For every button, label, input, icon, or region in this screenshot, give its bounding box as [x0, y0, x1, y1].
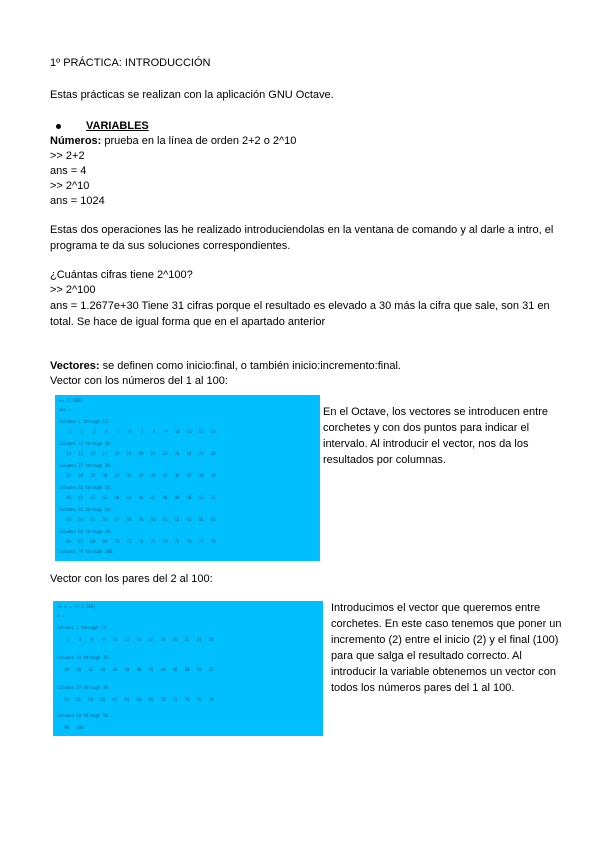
question-answer: ans = 1.2677e+30 Tiene 31 cifras porque el resultado es elevado a 30 más la cifra que sale, son 31 en total. Se hace de igual forma que en el apartado anterior — [50, 300, 550, 328]
explanation-paragraph: Estas dos operaciones las he realizado introduciendolas en la ventana de comando y al darle a intro, el programa te da sus soluciones correspondientes. — [50, 224, 554, 252]
section-heading-variables: VARIABLES — [86, 120, 149, 132]
numeros-text: prueba en la línea de orden 2+2 o 2^10 — [101, 135, 297, 147]
vectores-line — [50, 359, 401, 374]
octave-screenshot-1: >> [1:100] ans = Columns 1 through 13: 1 2 3 4 5 6 7 8 9 10 11 12 13 Columns 14 through 26: 14 15 16 17 18 19 20 21 22 23 24 25 26 Columns 27 through 39: 27 28 29 30 31 32 33 34 35 36 37 38 39 Columns 40 through 52: 40 41 42 43 44 45 46 47 48 49 50 51 52 Columns 53 through 65: 53 54 55 56 57 58 59 60 61 62 63 64 65 Columns 66 through 78: 66 67 68 69 70 71 72 73 74 75 76 77 78 Columns 79 through 100: — [55, 395, 320, 561]
code-line: ans = 1024 — [50, 195, 105, 207]
bullet-icon — [56, 124, 61, 129]
vector-description-2: Introducimos el vector que queremos entre corchetes. En este caso tenemos que poner un incremento (2) entre el inicio (2) y el final (100) para que salga el resultado correcto. Al introducir la variable obtenemos un vector con todos los números pares del 1 al 100. — [331, 602, 562, 694]
vector-description-1: En el Octave, los vectores se introducen entre corchetes y con dos puntos para indicar el intervalo. Al introducir el vector, nos da los resultados por columnas. — [323, 406, 549, 466]
page-title: 1º PRÁCTICA: INTRODUCCIÓN — [50, 57, 211, 69]
numeros-line — [50, 134, 296, 149]
question-command: >> 2^100 — [50, 284, 96, 296]
vectores-text: se definen como inicio:final, o también inicio:incremento:final. — [99, 360, 401, 372]
vector-subtitle-2: Vector con los pares del 2 al 100: — [50, 573, 213, 585]
code-line: >> 2+2 — [50, 150, 85, 162]
vector-subtitle-1: Vector con los números del 1 al 100: — [50, 375, 228, 387]
question-line: ¿Cuántas cifras tiene 2^100? — [50, 269, 193, 281]
octave-screenshot-2: >> a = [2:2:100] a = Columns 1 through 13: 2 4 6 8 10 12 14 16 18 20 22 24 26 Columns 14 through 26: 28 30 32 34 36 38 40 42 44 46 48 50 52 Columns 27 through 39: 54 56 58 60 62 64 66 68 70 72 74 76 78 Columns 40 through 50: 98 100 — [53, 601, 323, 736]
code-line: ans = 4 — [50, 165, 87, 177]
intro-text: Estas prácticas se realizan con la aplicación GNU Octave. — [50, 89, 334, 101]
numeros-label: Números: — [50, 135, 102, 147]
vectores-label: Vectores: — [50, 360, 100, 372]
code-line: >> 2^10 — [50, 180, 90, 192]
